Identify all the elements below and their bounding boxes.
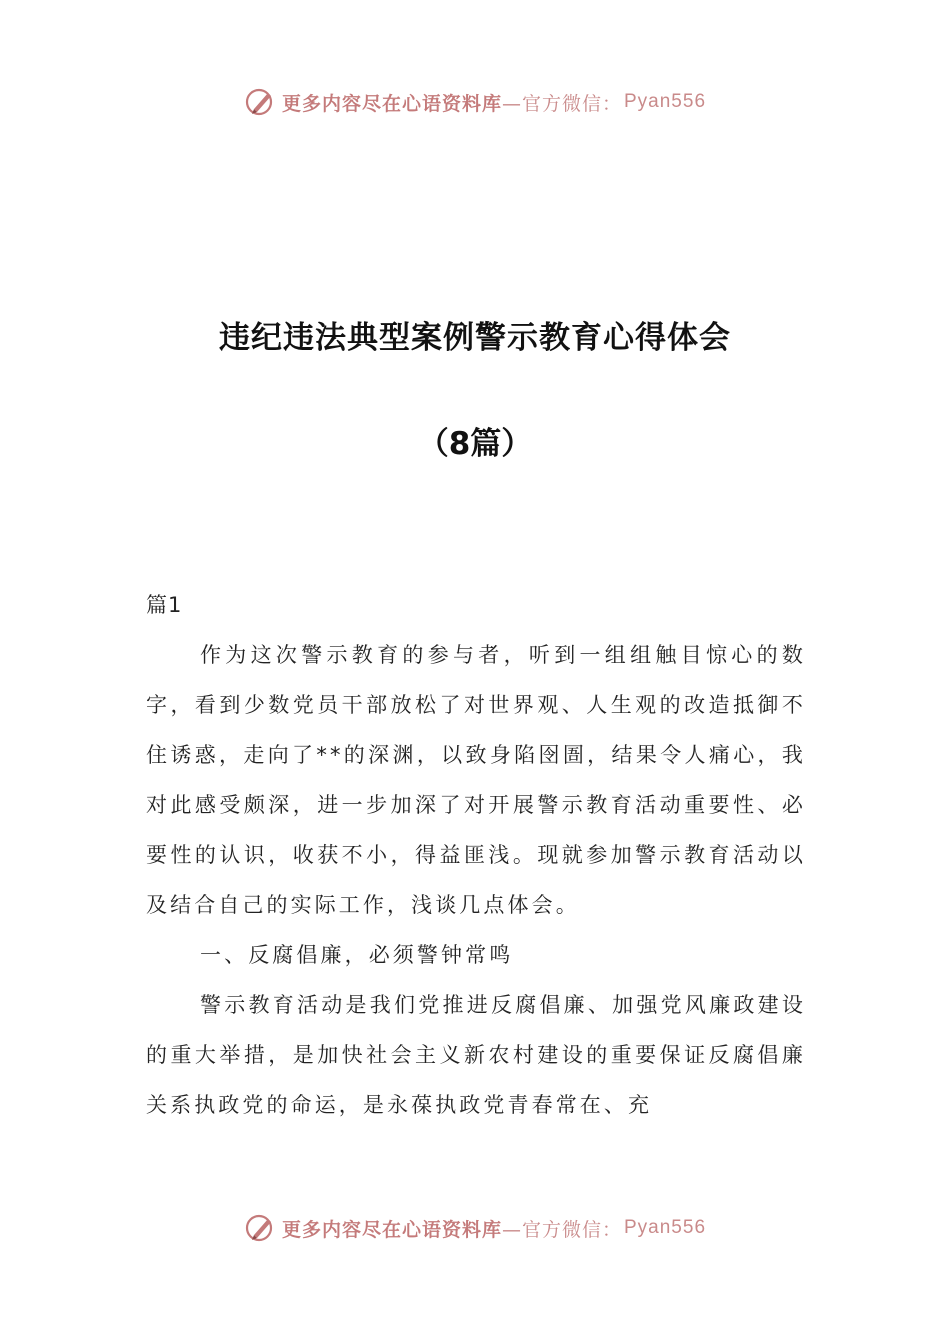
watermark-brand: 更多内容尽在心语资料库 (281, 1218, 502, 1241)
watermark-brand: 更多内容尽在心语资料库 (281, 92, 502, 115)
pen-logo-icon (244, 1211, 278, 1245)
section-label: 篇1 (146, 593, 183, 617)
body-paragraph: 作为这次警示教育的参与者，听到一组组触目惊心的数字，看到少数党员干部放松了对世界观、人生观的改造抵御不住诱惑，走向了**的深渊，以致身陷囹圄，结果令人痛心，我对此感受颇深，进一步加深了对开展警示教育活动重要性、必要性的认识，收获不小，得益匪浅。现就参加警示教育活动以及结合自己的实际工作，浅谈几点体会。 (146, 643, 806, 917)
watermark-contact: —官方微信： (501, 1218, 622, 1241)
document-subtitle: （8篇） (417, 426, 533, 462)
watermark-contact: —官方微信： (501, 92, 622, 115)
body-paragraph: 警示教育活动是我们党推进反腐倡廉、加强党风廉政建设的重大举措，是加快社会主义新农村建设的重要保证反腐倡廉关系执政党的命运，是永葆执政党青春常在、充 (146, 993, 806, 1117)
footer-watermark (0, 1208, 950, 1248)
pen-logo-icon (244, 85, 278, 119)
document-body (146, 580, 806, 1130)
document-title: 违纪违法典型案例警示教育心得体会 (219, 320, 731, 356)
watermark-wechat-id: Pyan556 (624, 1217, 707, 1238)
watermark-wechat-id: Pyan556 (624, 91, 707, 112)
section-heading: 一、反腐倡廉，必须警钟常鸣 (200, 943, 514, 967)
header-watermark (0, 82, 950, 122)
